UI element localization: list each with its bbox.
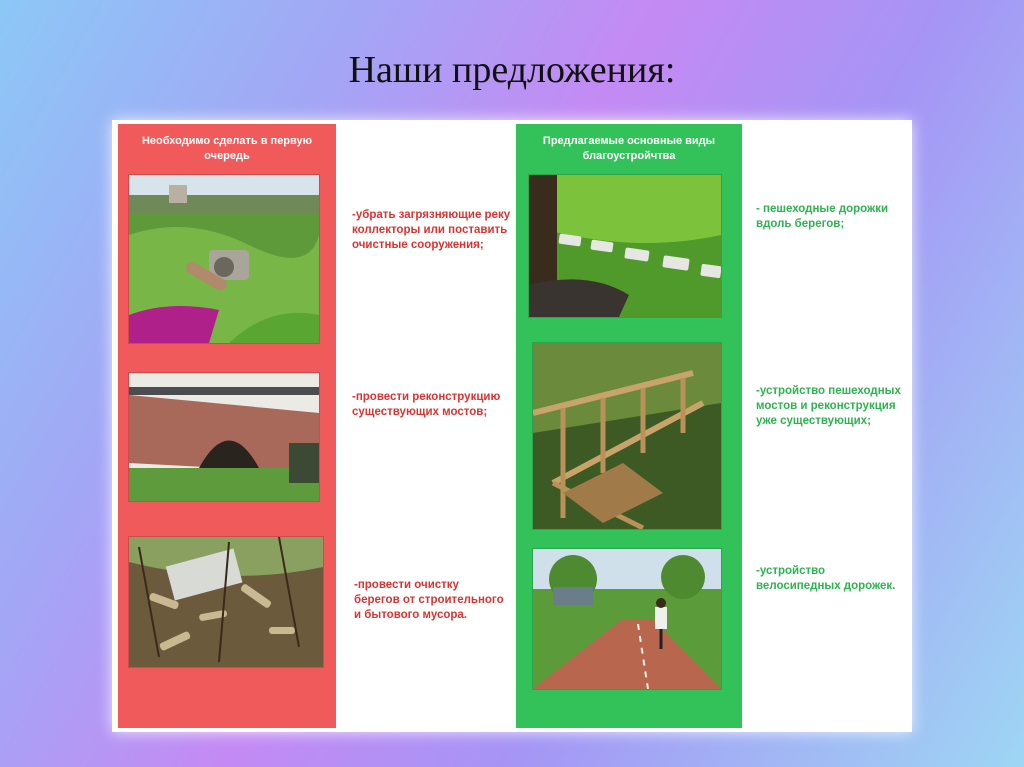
priority-column <box>118 124 336 728</box>
improvements-column <box>516 124 742 728</box>
bike-lane-photo <box>532 548 722 690</box>
littered-bank-photo <box>128 536 324 668</box>
slide-title: Наши предложения: <box>348 49 676 91</box>
caption-footbridges: -устройство пешеходных мостов и реконструкция уже существующих; <box>756 385 901 427</box>
garden-path-photo <box>528 174 722 318</box>
collector-pipe-photo <box>128 174 320 344</box>
old-bridge-photo <box>128 372 320 502</box>
caption-footpaths: - пешеходные дорожки вдоль берегов; <box>756 203 889 230</box>
caption-remove-collectors: -убрать загрязняющие реку коллекторы или поставить очистные сооружения; <box>352 209 511 251</box>
wooden-footbridge-photo <box>532 342 722 530</box>
proposal-board <box>112 120 912 732</box>
caption-clean-banks: -провести очистку берегов от строительного и бытового мусора. <box>354 579 504 621</box>
caption-bike-lanes: -устройство велосипедных дорожек. <box>756 565 896 592</box>
improvements-column-header: Предлагаемые основные виды благоустройчтва <box>542 135 716 162</box>
caption-reconstruct-bridges: -провести реконструкцию существующих мостов; <box>352 391 501 418</box>
priority-column-header: Необходимо сделать в первую очередь <box>141 135 313 162</box>
